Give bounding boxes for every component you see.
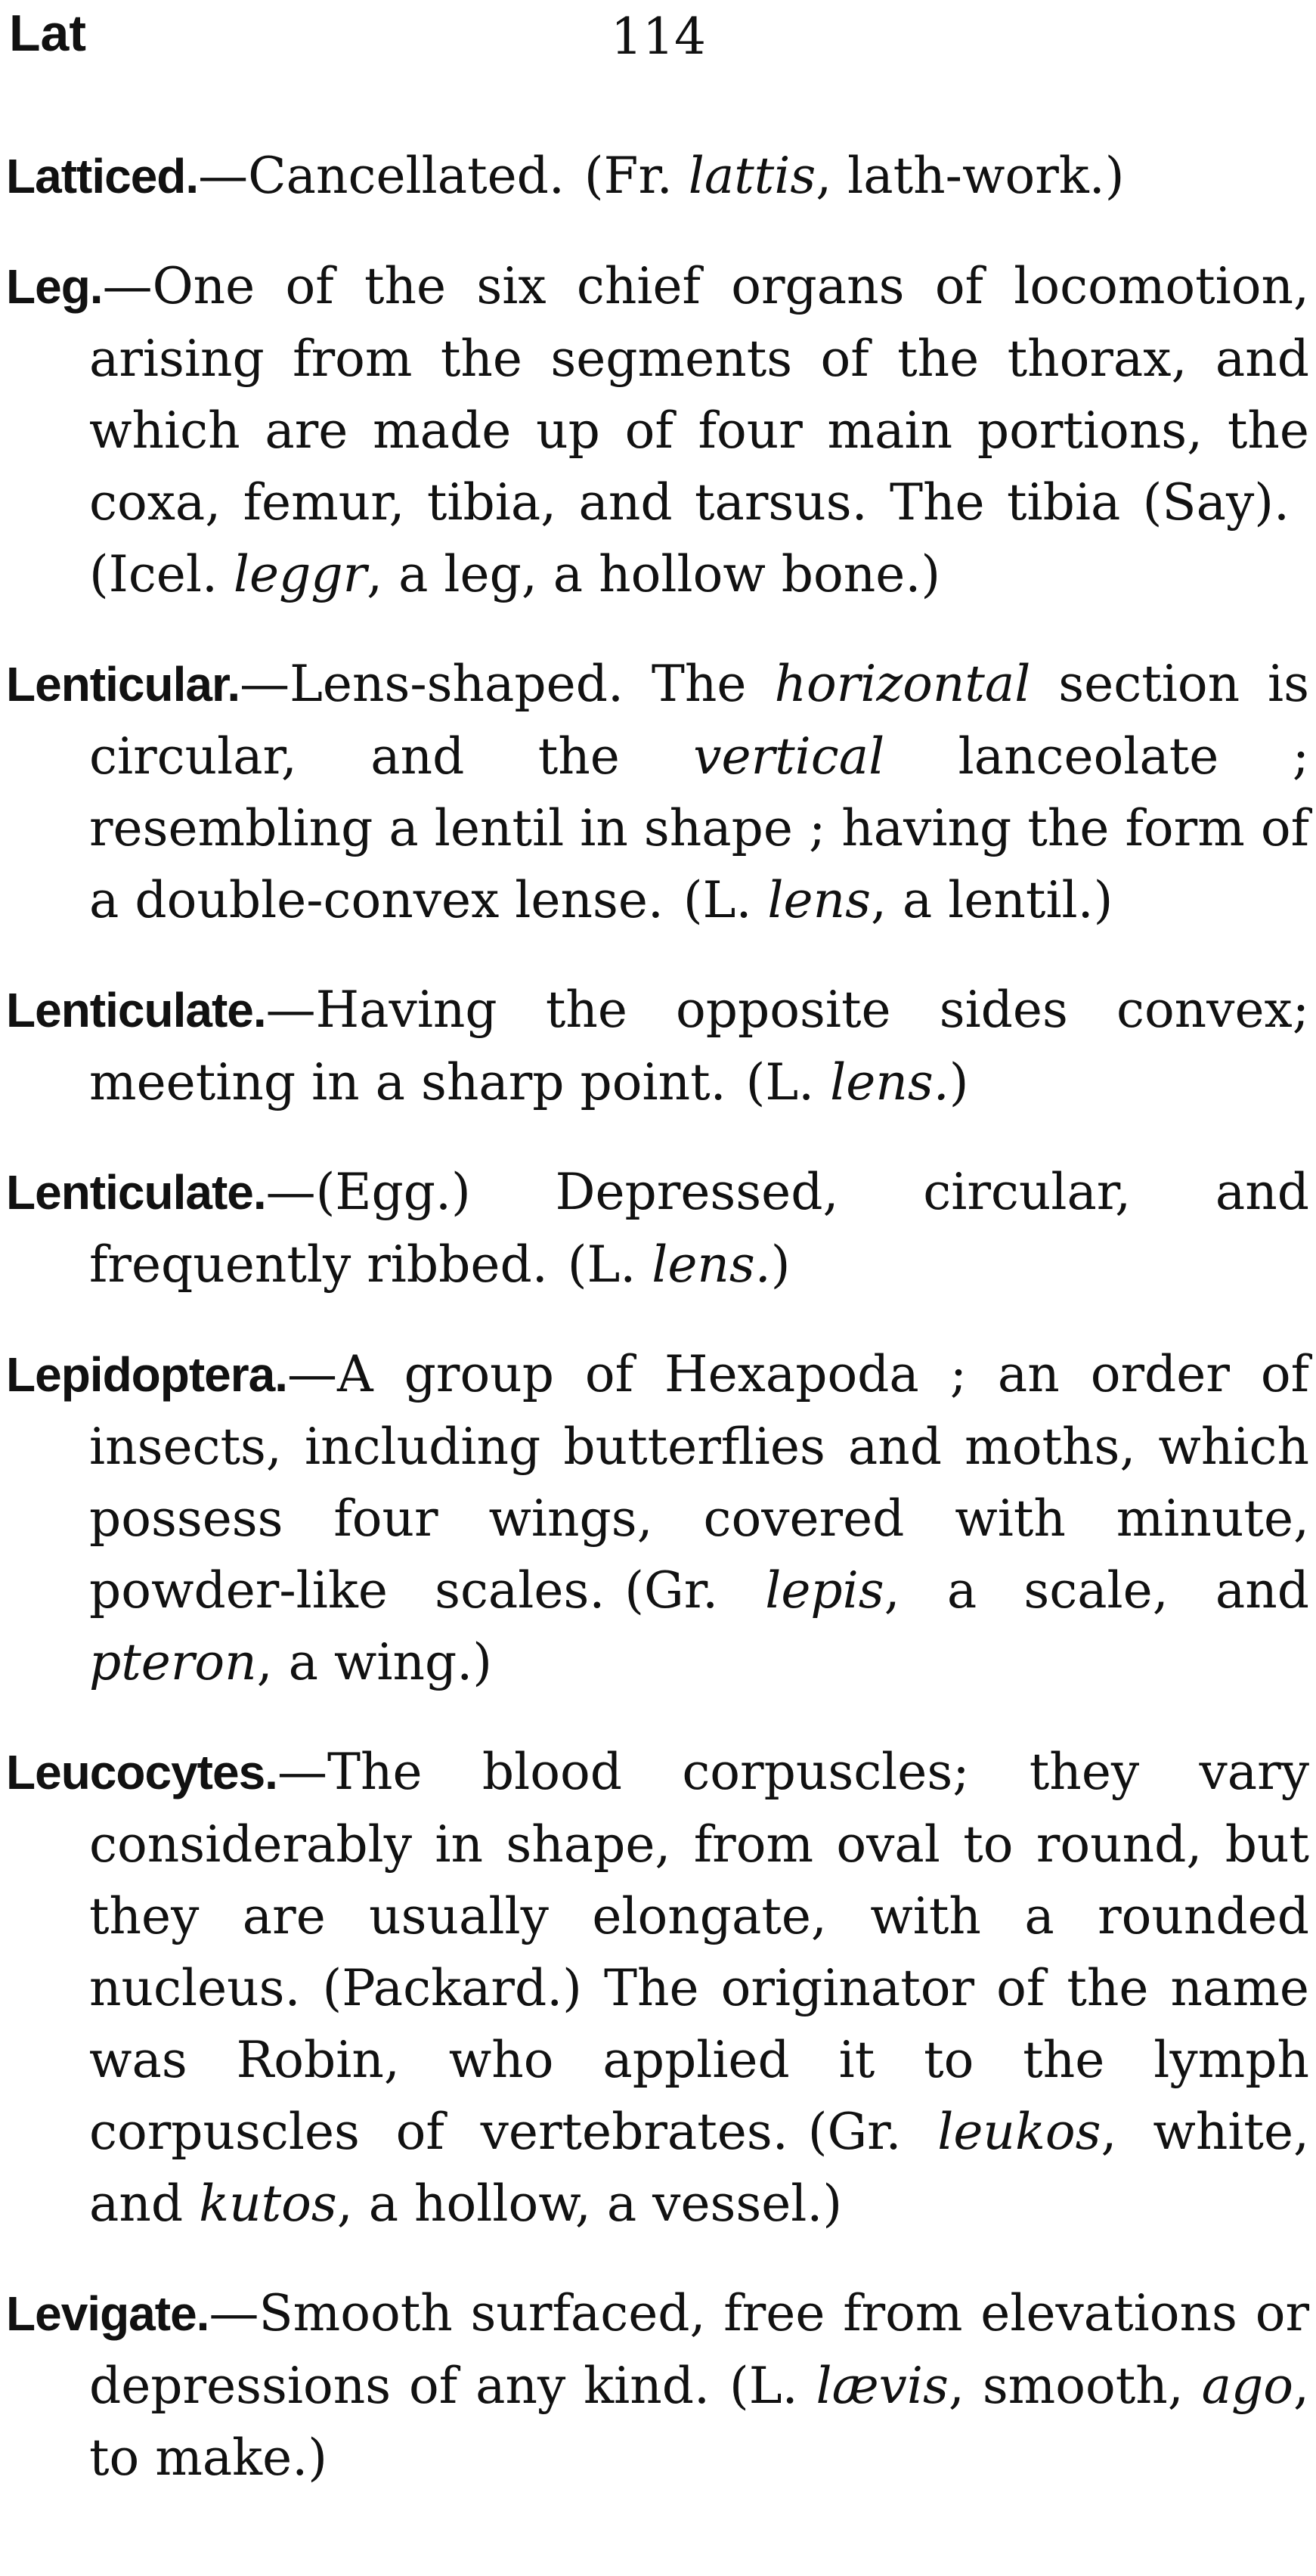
entry-dash: — xyxy=(265,981,316,1039)
etym-text: , a scale, and xyxy=(884,1561,1309,1620)
etym-word: lepis xyxy=(765,1561,884,1620)
running-head: Lat xyxy=(9,5,86,62)
entry-dash: — xyxy=(287,1345,338,1403)
entry-definition: (Egg.) Depressed, circular, and frequently ribbed. xyxy=(89,1163,1309,1294)
def-text: lanceolate ; resembling a lentil in shape ; having the form of a double-convex lense. xyxy=(89,727,1309,929)
glossary-entry xyxy=(6,648,1309,936)
etym-text: , smooth, xyxy=(948,2357,1202,2415)
page-header xyxy=(6,6,1308,119)
entry-headword: Leucocytes. xyxy=(6,1745,277,1799)
entry-definition: The blood corpuscles; they vary considerably in shape, from oval to round, but they are usually elongate, with a rounded nucleus. (Packard.) The originator of the name was Robin, who applied it to the lymph corpuscles of vertebrates. xyxy=(89,1743,1309,2161)
etym-text: (L. xyxy=(683,871,768,929)
entry-headword: Lenticulate. xyxy=(6,1165,266,1220)
entry-definition: Smooth surfaced, free from elevations or depressions of any kind. xyxy=(89,2284,1309,2415)
etym-text: , a wing.) xyxy=(256,1633,492,1691)
etym-text: (L. xyxy=(567,1235,652,1294)
etym-text: , white, and xyxy=(89,2103,1309,2233)
etym-text: (Fr. xyxy=(584,147,689,205)
etym-text: , a leg, a hollow bone.) xyxy=(367,545,941,603)
etym-word: pteron xyxy=(89,1633,257,1691)
def-italic: vertical xyxy=(693,727,885,786)
entry-definition: Having the opposite sides convex; meeting in a sharp point. xyxy=(89,981,1309,1111)
entry-definition: Cancellated. xyxy=(248,147,565,205)
entry-etymology xyxy=(746,1053,969,1111)
def-text: Lens-shaped. The xyxy=(290,655,775,713)
etym-text: (Icel. xyxy=(89,545,234,603)
etym-word: leggr xyxy=(233,545,367,603)
entry-dash: — xyxy=(265,1163,316,1221)
etym-text: (L. xyxy=(729,2357,816,2415)
entry-headword: Levigate. xyxy=(6,2286,209,2341)
etym-word: lens. xyxy=(830,1053,949,1111)
entry-etymology xyxy=(683,871,1113,929)
etym-text: (L. xyxy=(745,1053,831,1111)
entry-etymology xyxy=(568,1235,791,1294)
etym-text: (Gr. xyxy=(624,1561,766,1620)
etym-word: lævis xyxy=(816,2357,949,2415)
glossary-entry xyxy=(6,2277,1309,2494)
etym-text: , to make.) xyxy=(89,2357,1309,2487)
glossary-entry xyxy=(6,974,1309,1118)
glossary-entries xyxy=(6,140,1309,2494)
entry-dash: — xyxy=(102,257,153,315)
etym-text: (Gr. xyxy=(807,2103,938,2161)
etym-word: lens xyxy=(767,871,871,929)
etym-word: lens. xyxy=(652,1235,771,1294)
entry-dash: — xyxy=(277,1743,327,1801)
glossary-entry xyxy=(6,1156,1309,1300)
glossary-entry xyxy=(6,1338,1309,1698)
etym-text: , lath-work.) xyxy=(816,147,1125,205)
entry-headword: Lenticular. xyxy=(6,657,240,711)
etym-word: lattis xyxy=(688,147,816,205)
etym-word: kutos xyxy=(199,2175,337,2233)
page-number: 114 xyxy=(611,8,706,66)
entry-etymology xyxy=(89,545,940,603)
etym-text: , a hollow, a vessel.) xyxy=(336,2175,843,2233)
etym-text: ) xyxy=(770,1235,791,1294)
entry-headword: Lepidoptera. xyxy=(6,1347,288,1402)
etym-word: leukos xyxy=(937,2103,1101,2161)
entry-headword: Lenticulate. xyxy=(6,983,266,1037)
entry-dash: — xyxy=(198,147,249,205)
etym-text: , a lentil.) xyxy=(870,871,1113,929)
entry-dash: — xyxy=(240,655,290,713)
etym-text: ) xyxy=(949,1053,969,1111)
def-text: section is circular, and the xyxy=(89,655,1310,786)
etym-word: ago xyxy=(1201,2357,1294,2415)
def-italic: horizontal xyxy=(774,655,1031,713)
entry-etymology xyxy=(584,147,1125,205)
entry-headword: Latticed. xyxy=(6,149,199,203)
entry-dash: — xyxy=(209,2284,259,2342)
entry-definition: A group of Hexapoda ; an order of insects, including butterflies and moths, which possess four wings, covered with minute, powder-like scales. xyxy=(89,1345,1309,1620)
glossary-entry xyxy=(6,140,1309,212)
entry-definition: One of the six chief organs of locomotion, arising from the segments of the thorax, and which are made up of four main portions, the coxa, femur, tibia, and tarsus. The tibia (Say). xyxy=(89,257,1309,532)
entry-headword: Leg. xyxy=(6,259,103,314)
glossary-entry xyxy=(6,250,1309,610)
glossary-entry xyxy=(6,1736,1309,2240)
